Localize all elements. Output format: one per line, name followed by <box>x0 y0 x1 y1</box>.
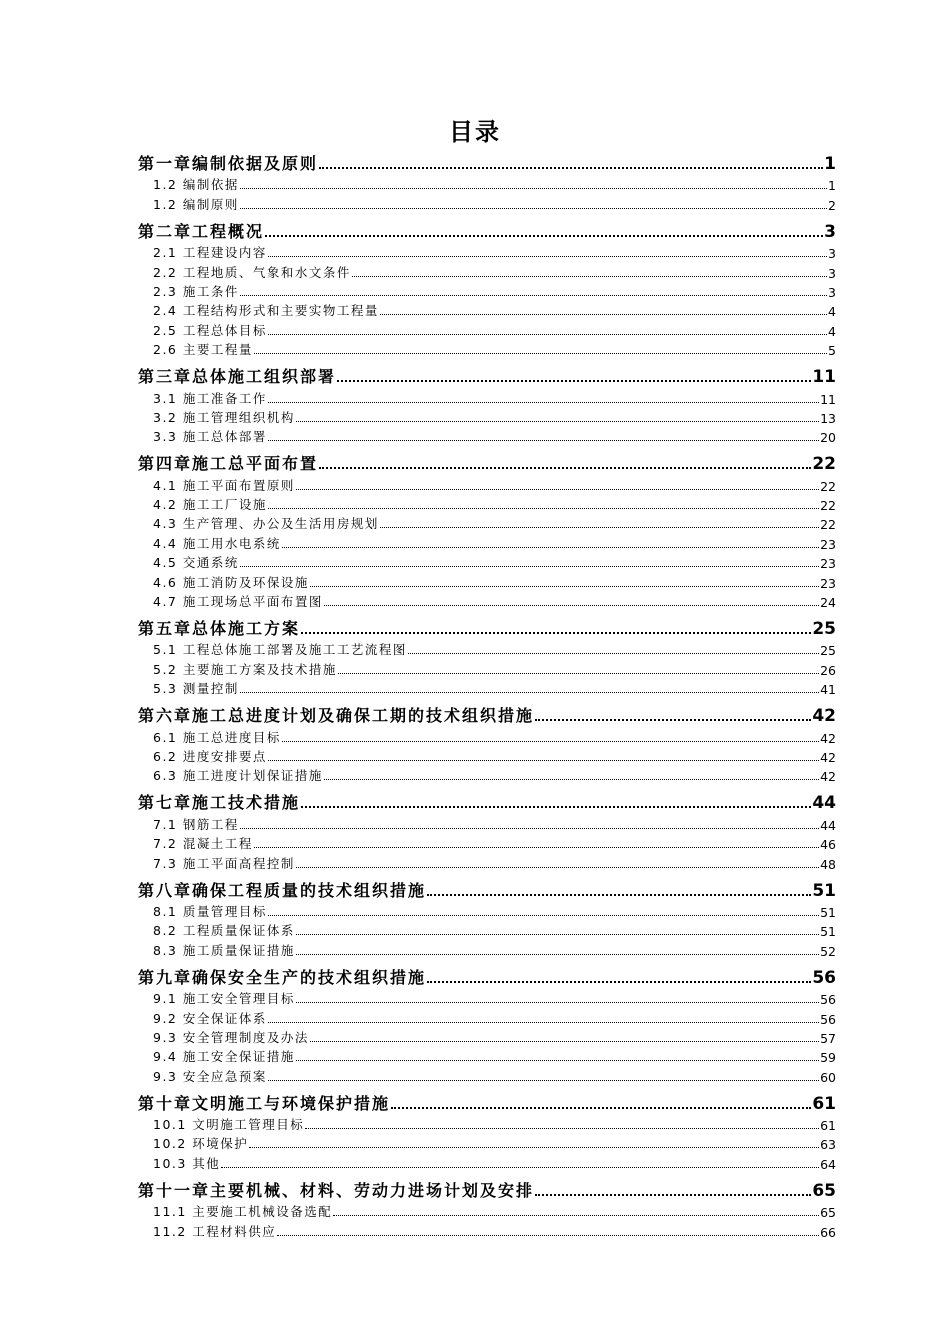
toc-entry-page-number: 22 <box>812 454 836 475</box>
toc-entry-label: 4.6 施工消防及环保设施 <box>153 574 309 590</box>
toc-entry-page-number: 23 <box>820 536 836 552</box>
toc-entry-label: 9.3 安全管理制度及办法 <box>153 1029 309 1045</box>
toc-section-entry[interactable] <box>138 1007 836 1026</box>
toc-section-entry[interactable] <box>138 1220 836 1239</box>
toc-entry-label: 第七章施工技术措施 <box>138 793 301 813</box>
toc-entry-page-number: 1 <box>828 178 836 194</box>
toc-entry-page-number: 3 <box>828 284 836 300</box>
toc-entry-page-number: 23 <box>820 556 836 572</box>
toc-entry-label: 第四章施工总平面布置 <box>138 454 319 474</box>
toc-dot-leader <box>268 508 819 509</box>
toc-dot-leader <box>240 188 827 189</box>
toc-entry-page-number: 46 <box>820 837 836 853</box>
toc-entry-page-number: 65 <box>812 1180 836 1201</box>
toc-entry-page-number: 22 <box>820 498 836 514</box>
toc-dot-leader <box>296 954 819 955</box>
toc-dot-leader <box>352 276 827 277</box>
toc-dot-leader <box>338 673 819 674</box>
toc-dot-leader <box>310 586 819 587</box>
toc-dot-leader <box>240 828 819 829</box>
toc-dot-leader <box>265 235 823 237</box>
toc-entry-label: 第八章确保工程质量的技术组织措施 <box>138 880 427 900</box>
toc-section-entry[interactable] <box>138 407 836 426</box>
toc-dot-leader <box>268 1080 819 1081</box>
toc-section-entry[interactable] <box>138 474 836 493</box>
toc-entry-label: 4.3 生产管理、办公及生活用房规划 <box>153 516 379 532</box>
toc-entry-page-number: 5 <box>828 343 836 359</box>
toc-section-entry[interactable] <box>138 552 836 571</box>
toc-dot-leader <box>380 527 819 528</box>
toc-entry-page-number: 51 <box>820 904 836 920</box>
toc-entry-label: 8.1 质量管理目标 <box>153 903 267 919</box>
toc-entry-page-number: 25 <box>820 643 836 659</box>
toc-entry-label: 5.1 工程总体施工部署及施工工艺流程图 <box>153 642 407 658</box>
toc-chapter-entry[interactable] <box>138 964 836 988</box>
toc-entry-label: 第三章总体施工组织部署 <box>138 367 337 387</box>
toc-section-entry[interactable] <box>138 300 836 319</box>
toc-entry-label: 第十一章主要机械、材料、劳动力进场计划及安排 <box>138 1180 535 1200</box>
toc-entry-page-number: 2 <box>828 197 836 213</box>
toc-entry-page-number: 13 <box>820 410 836 426</box>
toc-entry-page-number: 60 <box>820 1069 836 1085</box>
toc-entry-page-number: 51 <box>820 924 836 940</box>
toc-section-entry[interactable] <box>138 571 836 590</box>
toc-section-entry[interactable] <box>138 281 836 300</box>
toc-entry-page-number: 41 <box>820 682 836 698</box>
toc-entry-page-number: 11 <box>812 367 836 388</box>
toc-dot-leader <box>254 847 819 848</box>
toc-entry-label: 5.2 主要施工方案及技术措施 <box>153 661 337 677</box>
toc-entry-page-number: 26 <box>820 662 836 678</box>
toc-section-entry[interactable] <box>138 920 836 939</box>
toc-section-entry[interactable] <box>138 532 836 551</box>
toc-dot-leader <box>296 1060 819 1061</box>
toc-entry-label: 第五章总体施工方案 <box>138 619 301 639</box>
toc-dot-leader <box>240 692 819 693</box>
toc-entry-page-number: 42 <box>820 749 836 765</box>
toc-entry-label: 第十章文明施工与环境保护措施 <box>138 1093 391 1113</box>
toc-dot-leader <box>268 915 819 916</box>
toc-entry-label: 9.1 施工安全管理目标 <box>153 991 295 1007</box>
toc-entry-label: 4.5 交通系统 <box>153 555 239 571</box>
toc-entry-page-number: 48 <box>820 856 836 872</box>
toc-section-entry[interactable] <box>138 678 836 697</box>
toc-section-entry[interactable] <box>138 1152 836 1171</box>
toc-entry-label: 第九章确保安全生产的技术组织措施 <box>138 967 427 987</box>
toc-dot-leader <box>268 1022 819 1023</box>
table-of-contents <box>138 150 836 1240</box>
toc-dot-leader <box>305 1128 819 1129</box>
toc-dot-leader <box>333 1215 819 1216</box>
toc-dot-leader <box>240 208 827 209</box>
toc-entry-page-number: 44 <box>812 793 836 814</box>
toc-section-entry[interactable] <box>138 1114 836 1133</box>
toc-section-entry[interactable] <box>138 242 836 261</box>
toc-entry-label: 第二章工程概况 <box>138 221 265 241</box>
toc-dot-leader <box>324 779 819 780</box>
toc-dot-leader <box>391 1107 811 1109</box>
toc-dot-leader <box>319 167 823 169</box>
toc-dot-leader <box>254 353 827 354</box>
toc-entry-page-number: 22 <box>820 478 836 494</box>
toc-section-entry[interactable] <box>138 494 836 513</box>
toc-section-entry[interactable] <box>138 833 836 852</box>
toc-entry-page-number: 20 <box>820 430 836 446</box>
toc-entry-label: 2.5 工程总体目标 <box>153 322 267 338</box>
toc-section-entry[interactable] <box>138 901 836 920</box>
toc-entry-label: 4.1 施工平面布置原则 <box>153 477 295 493</box>
toc-entry-label: 9.2 安全保证体系 <box>153 1010 267 1026</box>
toc-dot-leader <box>268 334 827 335</box>
toc-entry-label: 2.3 施工条件 <box>153 283 239 299</box>
toc-section-entry[interactable] <box>138 426 836 445</box>
toc-chapter-entry[interactable] <box>138 150 836 174</box>
toc-entry-label: 4.2 施工工厂设施 <box>153 497 267 513</box>
toc-section-entry[interactable] <box>138 746 836 765</box>
toc-entry-label: 5.3 测量控制 <box>153 681 239 697</box>
toc-chapter-entry[interactable] <box>138 363 836 387</box>
toc-entry-page-number: 51 <box>812 880 836 901</box>
toc-entry-label: 2.1 工程建设内容 <box>153 245 267 261</box>
toc-entry-label: 10.2 环境保护 <box>153 1136 249 1152</box>
toc-chapter-entry[interactable] <box>138 615 836 639</box>
toc-dot-leader <box>268 440 819 441</box>
toc-dot-leader <box>277 1235 819 1236</box>
toc-dot-leader <box>268 256 827 257</box>
toc-dot-leader <box>408 653 819 654</box>
toc-section-entry[interactable] <box>138 726 836 745</box>
toc-entry-page-number: 25 <box>812 619 836 640</box>
toc-dot-leader <box>296 1002 819 1003</box>
toc-entry-page-number: 3 <box>824 221 836 242</box>
toc-entry-label: 9.3 安全应急预案 <box>153 1068 267 1084</box>
toc-dot-leader <box>268 402 819 403</box>
toc-entry-page-number: 42 <box>820 769 836 785</box>
toc-entry-label: 6.1 施工总进度目标 <box>153 729 281 745</box>
toc-entry-label: 4.7 施工现场总平面布置图 <box>153 594 323 610</box>
toc-entry-label: 7.2 混凝土工程 <box>153 836 253 852</box>
toc-entry-label: 8.3 施工质量保证措施 <box>153 942 295 958</box>
toc-section-entry[interactable] <box>138 939 836 958</box>
toc-entry-label: 7.3 施工平面高程控制 <box>153 855 295 871</box>
toc-entry-label: 3.1 施工准备工作 <box>153 390 267 406</box>
toc-dot-leader <box>221 1167 819 1168</box>
toc-section-entry[interactable] <box>138 765 836 784</box>
toc-dot-leader <box>535 719 811 721</box>
toc-entry-label: 1.2 编制依据 <box>153 177 239 193</box>
toc-entry-label: 10.3 其他 <box>153 1155 221 1171</box>
toc-entry-label: 4.4 施工用水电系统 <box>153 535 281 551</box>
toc-dot-leader <box>296 489 819 490</box>
toc-entry-page-number: 42 <box>812 706 836 727</box>
toc-dot-leader <box>301 806 811 808</box>
toc-section-entry[interactable] <box>138 174 836 193</box>
toc-entry-label: 6.3 施工进度计划保证措施 <box>153 768 323 784</box>
toc-entry-page-number: 3 <box>828 265 836 281</box>
toc-entry-label: 3.2 施工管理组织机构 <box>153 409 295 425</box>
toc-dot-leader <box>427 894 811 896</box>
toc-chapter-entry[interactable] <box>138 450 836 474</box>
toc-dot-leader <box>324 605 819 606</box>
toc-dot-leader <box>427 981 811 983</box>
toc-chapter-entry[interactable] <box>138 877 836 901</box>
toc-entry-label: 第一章编制依据及原则 <box>138 154 319 173</box>
toc-section-entry[interactable] <box>138 1046 836 1065</box>
toc-dot-leader <box>282 547 819 548</box>
toc-entry-page-number: 52 <box>820 943 836 959</box>
toc-section-entry[interactable] <box>138 1201 836 1220</box>
toc-dot-leader <box>249 1147 819 1148</box>
toc-entry-page-number: 23 <box>820 575 836 591</box>
page-title: 目录 <box>449 118 501 146</box>
toc-entry-page-number: 22 <box>820 517 836 533</box>
toc-entry-page-number: 59 <box>820 1050 836 1066</box>
toc-entry-page-number: 42 <box>820 730 836 746</box>
toc-entry-page-number: 56 <box>812 967 836 988</box>
toc-entry-label: 11.1 主要施工机械设备选配 <box>153 1204 333 1220</box>
toc-entry-page-number: 11 <box>820 391 836 407</box>
toc-section-entry[interactable] <box>138 1133 836 1152</box>
toc-entry-label: 3.3 施工总体部署 <box>153 429 267 445</box>
toc-entry-page-number: 4 <box>828 323 836 339</box>
toc-section-entry[interactable] <box>138 988 836 1007</box>
toc-entry-label: 11.2 工程材料供应 <box>153 1223 277 1239</box>
toc-entry-page-number: 64 <box>820 1156 836 1172</box>
toc-dot-leader <box>310 1041 819 1042</box>
toc-section-entry[interactable] <box>138 339 836 358</box>
toc-dot-leader <box>240 295 827 296</box>
toc-entry-page-number: 61 <box>812 1093 836 1114</box>
toc-entry-page-number: 61 <box>820 1118 836 1134</box>
toc-entry-page-number: 56 <box>820 992 836 1008</box>
toc-entry-page-number: 66 <box>820 1224 836 1240</box>
toc-chapter-entry[interactable] <box>138 1177 836 1201</box>
toc-entry-label: 6.2 进度安排要点 <box>153 748 267 764</box>
toc-dot-leader <box>296 421 819 422</box>
toc-entry-page-number: 65 <box>820 1205 836 1221</box>
toc-entry-label: 2.4 工程结构形式和主要实物工程量 <box>153 303 379 319</box>
toc-entry-label: 2.2 工程地质、气象和水文条件 <box>153 264 351 280</box>
toc-chapter-entry[interactable] <box>138 789 836 813</box>
toc-section-entry[interactable] <box>138 387 836 406</box>
toc-chapter-entry[interactable] <box>138 218 836 242</box>
toc-dot-leader <box>535 1194 811 1196</box>
toc-section-entry[interactable] <box>138 813 836 832</box>
toc-chapter-entry[interactable] <box>138 1090 836 1114</box>
toc-section-entry[interactable] <box>138 658 836 677</box>
toc-entry-page-number: 1 <box>824 154 836 174</box>
toc-entry-label: 7.1 钢筋工程 <box>153 816 239 832</box>
toc-section-entry[interactable] <box>138 193 836 212</box>
toc-section-entry[interactable] <box>138 1065 836 1084</box>
toc-entry-label: 10.1 文明施工管理目标 <box>153 1117 305 1133</box>
toc-section-entry[interactable] <box>138 591 836 610</box>
toc-section-entry[interactable] <box>138 513 836 532</box>
toc-dot-leader <box>268 760 819 761</box>
toc-entry-page-number: 63 <box>820 1137 836 1153</box>
toc-section-entry[interactable] <box>138 1027 836 1046</box>
toc-dot-leader <box>319 467 811 469</box>
toc-entry-label: 第六章施工总进度计划及确保工期的技术组织措施 <box>138 706 535 726</box>
toc-dot-leader <box>282 741 819 742</box>
toc-entry-page-number: 57 <box>820 1030 836 1046</box>
toc-entry-page-number: 56 <box>820 1011 836 1027</box>
toc-entry-label: 8.2 工程质量保证体系 <box>153 923 295 939</box>
toc-entry-label: 1.2 编制原则 <box>153 196 239 212</box>
toc-dot-leader <box>301 632 811 634</box>
toc-entry-page-number: 4 <box>828 304 836 320</box>
toc-dot-leader <box>240 566 819 567</box>
toc-dot-leader <box>337 380 811 382</box>
toc-dot-leader <box>296 934 819 935</box>
toc-dot-leader <box>296 867 819 868</box>
toc-dot-leader <box>380 314 827 315</box>
toc-chapter-entry[interactable] <box>138 702 836 726</box>
toc-section-entry[interactable] <box>138 639 836 658</box>
toc-section-entry[interactable] <box>138 319 836 338</box>
toc-entry-page-number: 24 <box>820 595 836 611</box>
toc-entry-label: 9.4 施工安全保证措施 <box>153 1049 295 1065</box>
toc-section-entry[interactable] <box>138 852 836 871</box>
toc-section-entry[interactable] <box>138 261 836 280</box>
toc-entry-page-number: 3 <box>828 246 836 262</box>
toc-entry-label: 2.6 主要工程量 <box>153 342 253 358</box>
toc-entry-page-number: 44 <box>820 817 836 833</box>
